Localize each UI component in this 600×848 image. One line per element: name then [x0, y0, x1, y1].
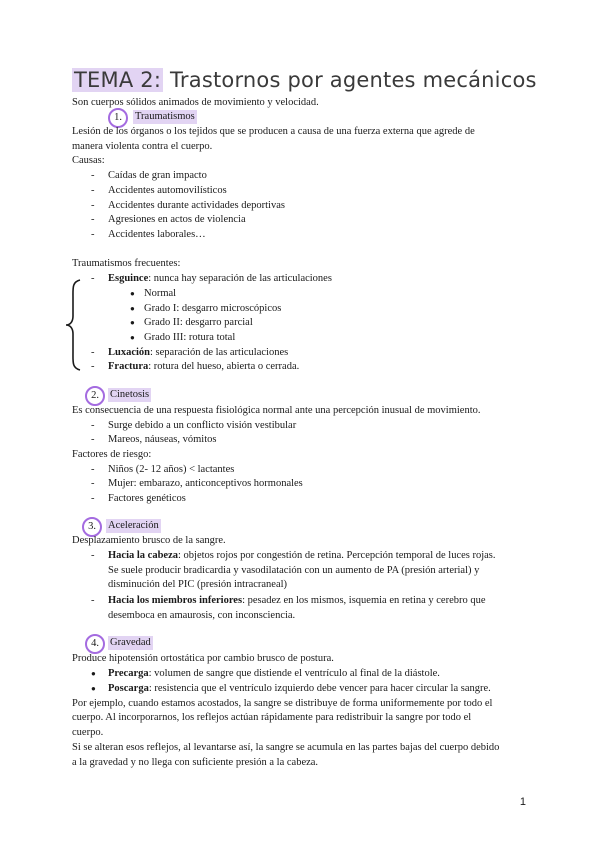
- section-2-title: Cinetosis: [110, 389, 150, 400]
- luxacion-term: Luxación: [108, 347, 151, 358]
- bullet-dot: ●: [130, 304, 135, 313]
- s1-def-line-1: Lesión de los órganos o los tejidos que se producen a causa de una fuerza externa que agrede de: [72, 126, 475, 137]
- precarga-term: Precarga: [108, 668, 149, 679]
- limbs-item: [108, 594, 486, 608]
- bullet-dot: ●: [130, 318, 135, 327]
- page-number: 1: [519, 796, 526, 808]
- grade-item: Grado II: desgarro parcial: [144, 317, 253, 328]
- fractura-def: : rotura del hueso, abierta o cerrada.: [148, 361, 300, 372]
- esguince-item: [108, 272, 332, 286]
- page-title: [72, 68, 537, 92]
- luxacion-item: [108, 346, 288, 360]
- bullet-dot: ●: [91, 684, 96, 693]
- paragraph-line: cuerpo.: [72, 727, 104, 738]
- head-item: [108, 549, 496, 563]
- paragraph-line: cuerpo. Al incorporarnos, los reflejos actúan rápidamente para redistribuir la sangre por todo el: [72, 712, 472, 723]
- list-dash: -: [91, 200, 95, 211]
- section-3-number: 3.: [82, 517, 102, 537]
- list-dash: -: [91, 478, 95, 489]
- head-term: Hacia la cabeza: [108, 550, 178, 561]
- bullet-dot: ●: [130, 333, 135, 342]
- list-dash: -: [91, 420, 95, 431]
- risk-label: Factores de riesgo:: [72, 449, 152, 460]
- title-prefix: TEMA 2:: [74, 68, 162, 92]
- intro-text: Son cuerpos sólidos animados de movimiento y velocidad.: [72, 97, 319, 108]
- head-def: : objetos rojos por congestión de retina. Percepción temporal de luces rojas.: [177, 550, 496, 561]
- list-dash: -: [91, 185, 95, 196]
- risk-item: Mujer: embarazo, anticonceptivos hormonales: [108, 478, 303, 489]
- paragraph-line: Por ejemplo, cuando estamos acostados, la sangre se distribuye de forma uniformemente por todo el: [72, 698, 493, 709]
- cause-item: Accidentes laborales…: [108, 229, 206, 240]
- limbs-term: Hacia los miembros inferiores: [108, 595, 243, 606]
- section-4-number: 4.: [85, 634, 105, 654]
- risk-item: Niños (2- 12 años) < lactantes: [108, 464, 235, 475]
- cause-item: Agresiones en actos de violencia: [108, 214, 246, 225]
- cinetosis-item: Mareos, náuseas, vómitos: [108, 434, 217, 445]
- esguince-def: : nunca hay separación de las articulaciones: [148, 273, 332, 284]
- s2-def: Es consecuencia de una respuesta fisiológica normal ante una percepción inusual de movimiento.: [72, 405, 481, 416]
- grade-item: Grado I: desgarro microscópicos: [144, 303, 282, 314]
- list-dash: -: [91, 229, 95, 240]
- section-4-title: Gravedad: [110, 637, 151, 648]
- section-2-number: 2.: [85, 386, 105, 406]
- fractura-term: Fractura: [108, 361, 149, 372]
- bullet-dot: ●: [91, 669, 96, 678]
- list-dash: -: [91, 214, 95, 225]
- precarga-def: : volumen de sangre que distiende el ventrículo al final de la diástole.: [148, 668, 440, 679]
- list-dash: -: [91, 434, 95, 445]
- list-dash: -: [91, 170, 95, 181]
- list-dash: -: [91, 595, 95, 606]
- section-1-title: Traumatismos: [135, 111, 195, 122]
- list-dash: -: [91, 347, 95, 358]
- list-dash: -: [91, 464, 95, 475]
- list-dash: -: [91, 550, 95, 561]
- precarga-item: [108, 667, 440, 681]
- title-rest: Trastornos por agentes mecánicos: [169, 68, 537, 92]
- grade-item: Grado III: rotura total: [144, 332, 236, 343]
- s1-def-line-2: manera violenta contra el cuerpo.: [72, 141, 213, 152]
- limbs-def: : pesadez en los mismos, isquemia en retina y cerebro que: [242, 595, 486, 606]
- cause-item: Accidentes automovilísticos: [108, 185, 227, 196]
- head-line-3: disminución del PIC (presión intracraneal): [108, 579, 288, 590]
- list-dash: -: [91, 361, 95, 372]
- limbs-line-2: desemboca en amaurosis, con inconsciencia.: [108, 610, 296, 621]
- risk-item: Factores genéticos: [108, 493, 186, 504]
- bullet-dot: ●: [130, 289, 135, 298]
- head-line-2: Se suele producir bradicardia y vasodilatación con un aumento de PA (presión arterial) y: [108, 565, 480, 576]
- s3-def: Desplazamiento brusco de la sangre.: [72, 535, 226, 546]
- cause-item: Accidentes durante actividades deportivas: [108, 200, 285, 211]
- s4-def: Produce hipotensión ortostática por cambio brusco de postura.: [72, 653, 334, 664]
- curly-brace-icon: [64, 278, 84, 372]
- list-dash: -: [91, 273, 95, 284]
- grade-item: Normal: [144, 288, 177, 299]
- frequent-label: Traumatismos frecuentes:: [72, 258, 181, 269]
- poscarga-item: [108, 682, 491, 696]
- paragraph-line: a la gravedad y no llega con suficiente presión a la cabeza.: [72, 757, 319, 768]
- causes-label: Causas:: [72, 155, 105, 166]
- section-3-title: Aceleración: [108, 520, 159, 531]
- fractura-item: [108, 360, 299, 374]
- poscarga-term: Poscarga: [108, 683, 149, 694]
- poscarga-def: : resistencia que el ventrículo izquierdo debe vencer para hacer circular la sangre.: [148, 683, 491, 694]
- cause-item: Caídas de gran impacto: [108, 170, 207, 181]
- paragraph-line: Si se alteran esos reflejos, al levantarse así, la sangre se acumula en las partes bajas del cuerpo debido: [72, 742, 500, 753]
- list-dash: -: [91, 493, 95, 504]
- luxacion-def: : separación de las articulaciones: [150, 347, 289, 358]
- section-1-number: 1.: [108, 108, 128, 128]
- esguince-term: Esguince: [108, 273, 149, 284]
- cinetosis-item: Surge debido a un conflicto visión vestibular: [108, 420, 297, 431]
